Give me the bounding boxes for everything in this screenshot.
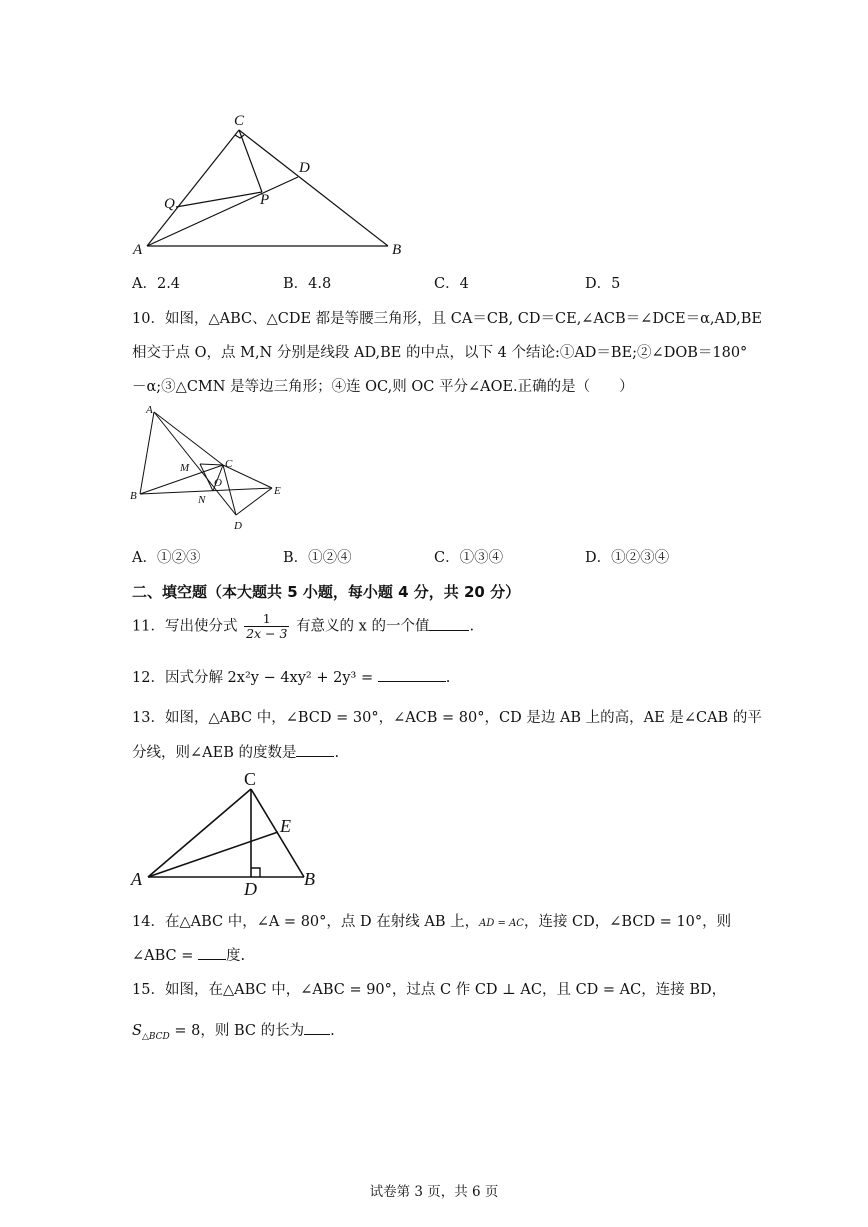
q9-label-c: C (234, 113, 245, 129)
q14-part-1: 14．在△ABC 中，∠A = 80°，点 D 在射线 AB 上， (132, 914, 480, 930)
q9-label-b: B (392, 242, 402, 258)
q11-end: . (469, 618, 475, 635)
q11 (132, 612, 474, 641)
q15-s-label: S (132, 1023, 142, 1039)
q11-numerator: 1 (262, 611, 271, 626)
q13-line-1: 13．如图，△ABC 中，∠BCD = 30°，∠ACB = 80°，CD 是边 AB 上的高，AE 是∠CAB 的平 (132, 710, 762, 726)
q10-label-d: D (234, 520, 242, 532)
q12-end: . (445, 670, 451, 686)
q10-label-n: N (198, 494, 206, 506)
q10-option-c: C．①③④ (434, 550, 504, 566)
q12 (132, 666, 450, 687)
q10-label-m: M (180, 462, 190, 474)
q11-prefix: 11．写出使分式 (132, 618, 238, 635)
q13-line-2: 分线，则∠AEB 的度数是 (132, 745, 297, 761)
q14-small-formula: AD = AC (479, 918, 524, 929)
q10-label-a: A (146, 404, 153, 416)
q15-line-2 (132, 1019, 335, 1042)
q13-label-b: B (304, 869, 315, 889)
q15-line-1: 15．如图，在△ABC 中，∠ABC = 90°，过点 C 作 CD ⊥ AC，且 CD = AC，连接 BD， (132, 982, 727, 998)
q13-figure (128, 765, 328, 900)
q9-label-p: P (260, 192, 270, 208)
q11-fraction (244, 612, 289, 641)
q14-line-2 (132, 944, 245, 965)
q10-option-d: D．①②③④ (585, 550, 670, 566)
q10-line-1: 10．如图，△ABC、△CDE 都是等腰三角形，且 CA＝CB, CD＝CE,∠ACB＝∠DCE＝α,AD,BE (132, 311, 762, 327)
q11-denominator: 2x − 3 (246, 626, 288, 641)
q15-line-2-text: = 8，则 BC 的长为 (169, 1023, 305, 1039)
q15-end: . (330, 1023, 335, 1039)
q13-label-e: E (280, 816, 291, 836)
q14-end: 度. (226, 948, 246, 964)
page-footer: 试卷第 3 页，共 6 页 (369, 1184, 499, 1200)
q10-label-e: E (274, 485, 281, 497)
q11-suffix: 有意义的 x 的一个值 (296, 618, 430, 635)
q15-s-sub: △BCD (141, 1031, 170, 1042)
q9-label-a: A (133, 242, 143, 258)
q14-line-1 (132, 910, 731, 931)
q12-answer-blank[interactable] (378, 667, 446, 682)
q10-figure (128, 400, 298, 535)
q9-option-a: A．2.4 (132, 276, 181, 292)
q14-answer-blank[interactable] (198, 945, 226, 960)
q9-option-d: D．5 (585, 276, 621, 292)
q9-option-b: B．4.8 (283, 276, 332, 292)
q10-option-a: A．①②③ (132, 550, 201, 566)
q10-line-2: 相交于点 O，点 M,N 分别是线段 AD,BE 的中点，以下 4 个结论:①AD＝BE;②∠DOB＝180° (132, 345, 748, 361)
q13-label-d: D (244, 879, 257, 899)
q14-part-2: ，连接 CD，∠BCD = 10°，则 (523, 914, 732, 930)
q11-answer-blank[interactable] (429, 616, 469, 631)
q9-option-c: C．4 (434, 276, 469, 292)
q12-text: 12．因式分解 2x²y − 4xy² + 2y³ = (132, 670, 378, 686)
q13-answer-blank[interactable] (296, 742, 334, 757)
q15-answer-blank[interactable] (304, 1020, 330, 1035)
q13-label-a: A (131, 869, 142, 889)
q10-label-c: C (225, 458, 233, 470)
q13-label-c: C (244, 769, 257, 789)
q13-line-2-wrap (132, 741, 339, 762)
q10-option-b: B．①②④ (283, 550, 352, 566)
q10-label-b: B (130, 490, 137, 502)
section-2-title: 二、填空题（本大题共 5 小题，每小题 4 分，共 20 分） (132, 583, 521, 601)
q10-label-o: O (214, 477, 222, 489)
q9-label-q: Q (164, 196, 175, 212)
q10-line-3: －α;③△CMN 是等边三角形；④连 OC,则 OC 平分∠AOE.正确的是（ ） (132, 379, 634, 395)
q9-figure (128, 108, 418, 258)
q9-label-d: D (299, 160, 310, 176)
q14-line-2-text: ∠ABC = (132, 948, 199, 964)
q13-end: . (334, 745, 340, 761)
